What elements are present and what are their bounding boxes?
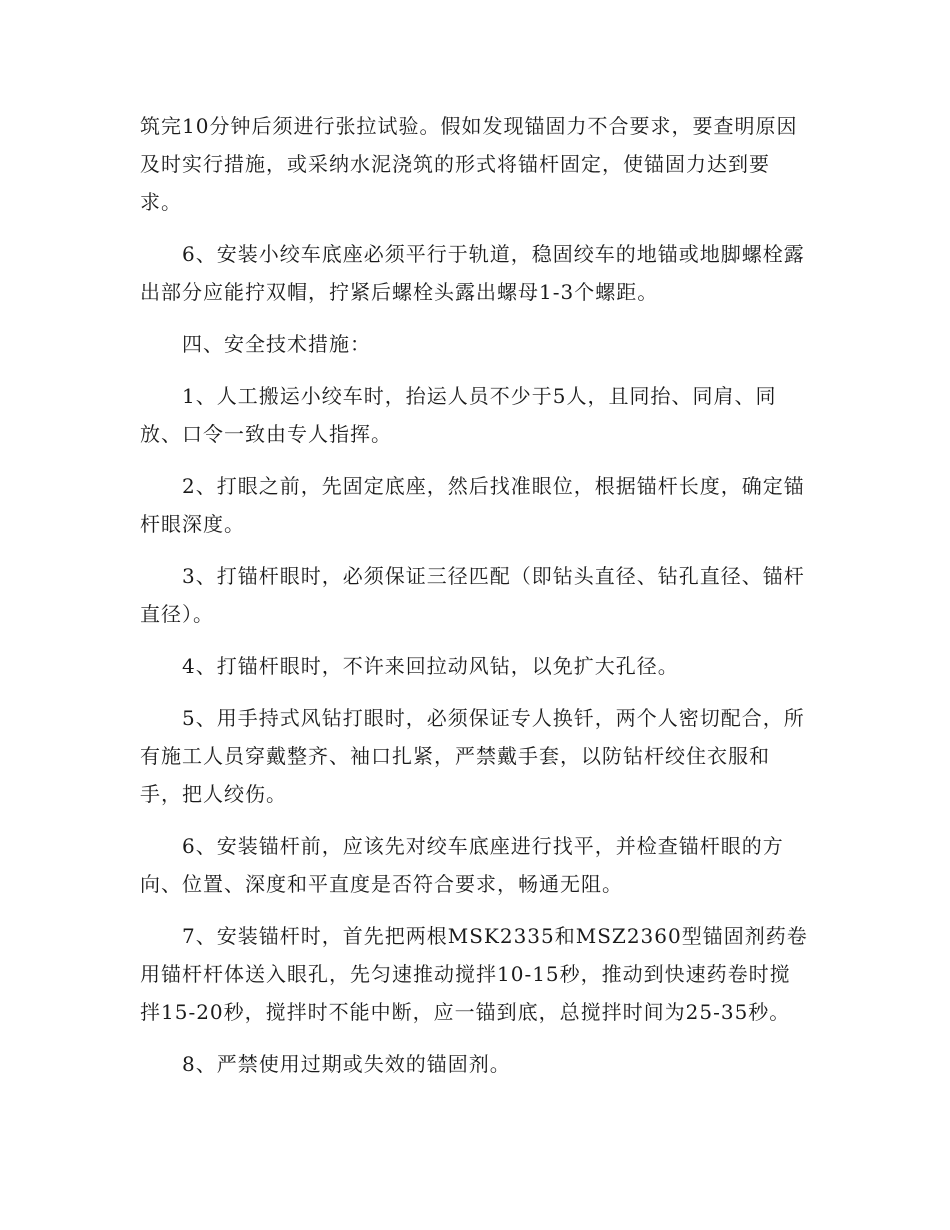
paragraph-item-3: 3、打锚杆眼时，必须保证三径匹配（即钻头直径、钻孔直径、锚杆直径）。 xyxy=(140,564,805,626)
paragraph-item-8: 8、严禁使用过期或失效的锚固剂。 xyxy=(182,1052,511,1076)
paragraph-item-7: 7、安装锚杆时，首先把两根MSK2335和MSZ2360型锚固剂药卷用锚杆杆体送入眼孔，先匀速推动搅拌10-15秒，推动到快速药卷时搅拌15-20秒，搅拌时不能中断，应一锚到底，总搅拌时间为25-35秒。 xyxy=(140,924,808,1024)
paragraph-item-2: 2、打眼之前，先固定底座，然后找准眼位，根据锚杆长度，确定锚杆眼深度。 xyxy=(140,474,805,536)
paragraph-item-1: 1、人工搬运小绞车时，抬运人员不少于5人，且同抬、同肩、同放、口令一致由专人指挥。 xyxy=(140,384,777,446)
paragraph-item-5: 5、用手持式风钻打眼时，必须保证专人换钎，两个人密切配合，所有施工人员穿戴整齐、袖口扎紧，严禁戴手套，以防钻杆绞住衣服和手，把人绞伤。 xyxy=(140,706,805,806)
paragraph-item-6-winch-base: 6、安装小绞车底座必须平行于轨道，稳固绞车的地锚或地脚螺栓露出部分应能拧双帽，拧紧后螺栓头露出螺母1-3个螺距。 xyxy=(140,242,805,304)
paragraph-item-4: 4、打锚杆眼时，不许来回拉动风钻，以免扩大孔径。 xyxy=(182,654,679,678)
paragraph-item-6: 6、安装锚杆前，应该先对绞车底座进行找平，并检查锚杆眼的方向、位置、深度和平直度是否符合要求，畅通无阻。 xyxy=(140,834,784,896)
section-heading-safety-measures: 四、安全技术措施： xyxy=(182,332,371,356)
paragraph-continuation: 筑完10分钟后须进行张拉试验。假如发现锚固力不合要求，要查明原因及时实行措施，或采纳水泥浇筑的形式将锚杆固定，使锚固力达到要求。 xyxy=(140,114,798,214)
document-body xyxy=(140,107,808,1097)
